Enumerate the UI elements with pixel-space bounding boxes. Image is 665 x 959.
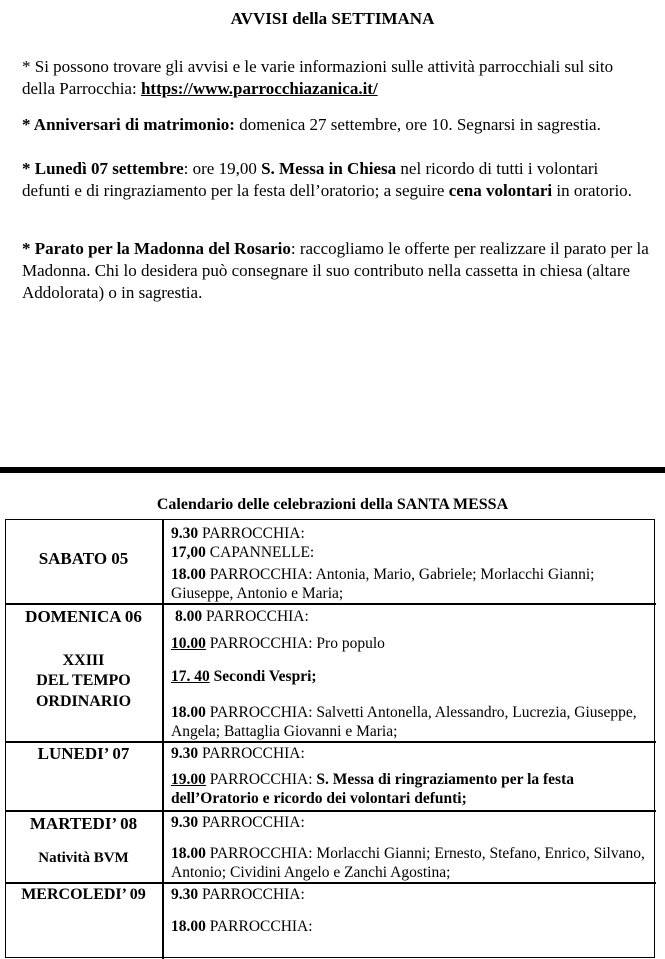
mass-time: 17,00 [171,544,206,561]
mass-entry [171,744,649,763]
row-divider [5,741,656,743]
mass-time: 17. 40 [171,668,210,685]
parish-website-link[interactable]: https://www.parrocchiazanica.it/ [140,79,378,98]
notice-parato [22,238,650,304]
day-label-sabato: SABATO 05 [38,549,129,568]
mass-desc: PARROCCHIA: [198,745,305,762]
mass-desc: PARROCCHIA: [205,771,317,788]
liturgical-note: ORDINARIO [35,693,132,710]
mass-desc: PARROCCHIA: Antonia, Mario, Gabriele; Morlacchi Gianni; Giuseppe, Antonio e Maria; [171,566,595,602]
day-label-mercoledi: MERCOLEDI’ 09 [21,886,146,903]
notice-monday-mass: S. Messa in Chiesa [261,159,397,178]
mass-time: 8.00 [175,608,203,625]
mass-desc: PARROCCHIA: Morlacchi Gianni; Ernesto, Stefano, Enrico, Silvano, Antonio; Cividini Angelo e Zanchi Agostina; [171,845,645,881]
mass-entry [171,844,649,882]
calendar-title: Calendario delle celebrazioni della SANTA MESSA [156,496,509,513]
mass-time: 18.00 [171,704,206,721]
notice-monday-text-3: in oratorio. [552,181,632,200]
mass-desc: PARROCCHIA: [198,525,305,542]
notice-anniversary [22,114,650,136]
mass-entry [171,703,649,741]
notice-website [22,56,650,100]
mass-time: 19.00 [171,771,206,788]
mass-time: 9.30 [171,525,199,542]
mass-time: 9.30 [171,886,199,903]
notice-monday-text-2: nel ricordo di tutti i volontari defunti e di ringraziamento per la festa dell’oratorio; a seguire [22,159,599,200]
notice-monday-dinner: cena volontari [448,181,553,200]
mass-desc: PARROCCHIA: [205,918,313,935]
mass-entry [171,524,649,543]
day-label-domenica: DOMENICA 06 [25,607,142,626]
liturgical-note: XXIII [62,652,105,669]
notice-monday-heading: * Lunedì 07 settembre [22,159,184,178]
mass-desc: PARROCCHIA: Salvetti Antonella, Alessandro, Lucrezia, Giuseppe, Angela; Battaglia Giovanni e Maria; [171,704,637,740]
mass-time: 18.00 [171,566,206,583]
calendar-table [5,519,656,959]
mass-entry [171,634,649,653]
mass-time: 9.30 [171,745,199,762]
section-divider [0,467,665,473]
notice-anniversary-text: domenica 27 settembre, ore 10. Segnarsi in sagrestia. [234,115,601,134]
row-divider [5,603,656,605]
mass-intention: S. Messa di ringraziamento per la festa dell’Oratorio e ricordo dei volontari defunti; [171,771,575,807]
row-divider [5,810,656,812]
notice-monday-text-1: : ore 19,00 [183,159,262,178]
mass-entry [171,667,649,686]
mass-entry [171,813,649,832]
mass-time: 10.00 [171,635,206,652]
mass-entry [171,917,649,936]
mass-entry [171,565,649,603]
notice-monday [22,158,650,202]
mass-time: 18.00 [171,845,206,862]
liturgical-note: DEL TEMPO [36,672,131,689]
mass-time: 9.30 [171,814,199,831]
mass-desc: Secondi Vespri; [209,668,317,685]
day-label-martedi: MARTEDI’ 08 [29,814,138,833]
notice-parato-text: : raccogliamo le offerte per realizzare il parato per la Madonna. Chi lo desidera può consegnare il suo contributo nella cassetta in chiesa (altare Addolorata) o in sagrestia. [22,239,649,302]
mass-entry [175,607,649,626]
notice-website-text: * Si possono trovare gli avvisi e le varie informazioni sulle attività parrocchiali sul sito della Parrocchia: [22,57,614,98]
mass-entry [171,885,649,904]
row-divider [5,882,656,884]
notice-parato-heading: * Parato per la Madonna del Rosario [22,239,291,258]
mass-desc: PARROCCHIA: [202,608,309,625]
mass-entry [171,543,649,562]
mass-time: 18.00 [171,918,206,935]
notice-anniversary-heading: * Anniversari di matrimonio: [22,115,235,134]
mass-desc: PARROCCHIA: [198,814,305,831]
mass-entry [171,770,649,808]
mass-desc: PARROCCHIA: Pro populo [205,635,385,652]
mass-desc: CAPANNELLE: [205,544,315,561]
page-title: AVVISI della SETTIMANA [230,9,435,28]
day-label-lunedi: LUNEDI’ 07 [37,744,130,763]
feast-note: Natività BVM [38,850,129,866]
mass-desc: PARROCCHIA: [198,886,305,903]
